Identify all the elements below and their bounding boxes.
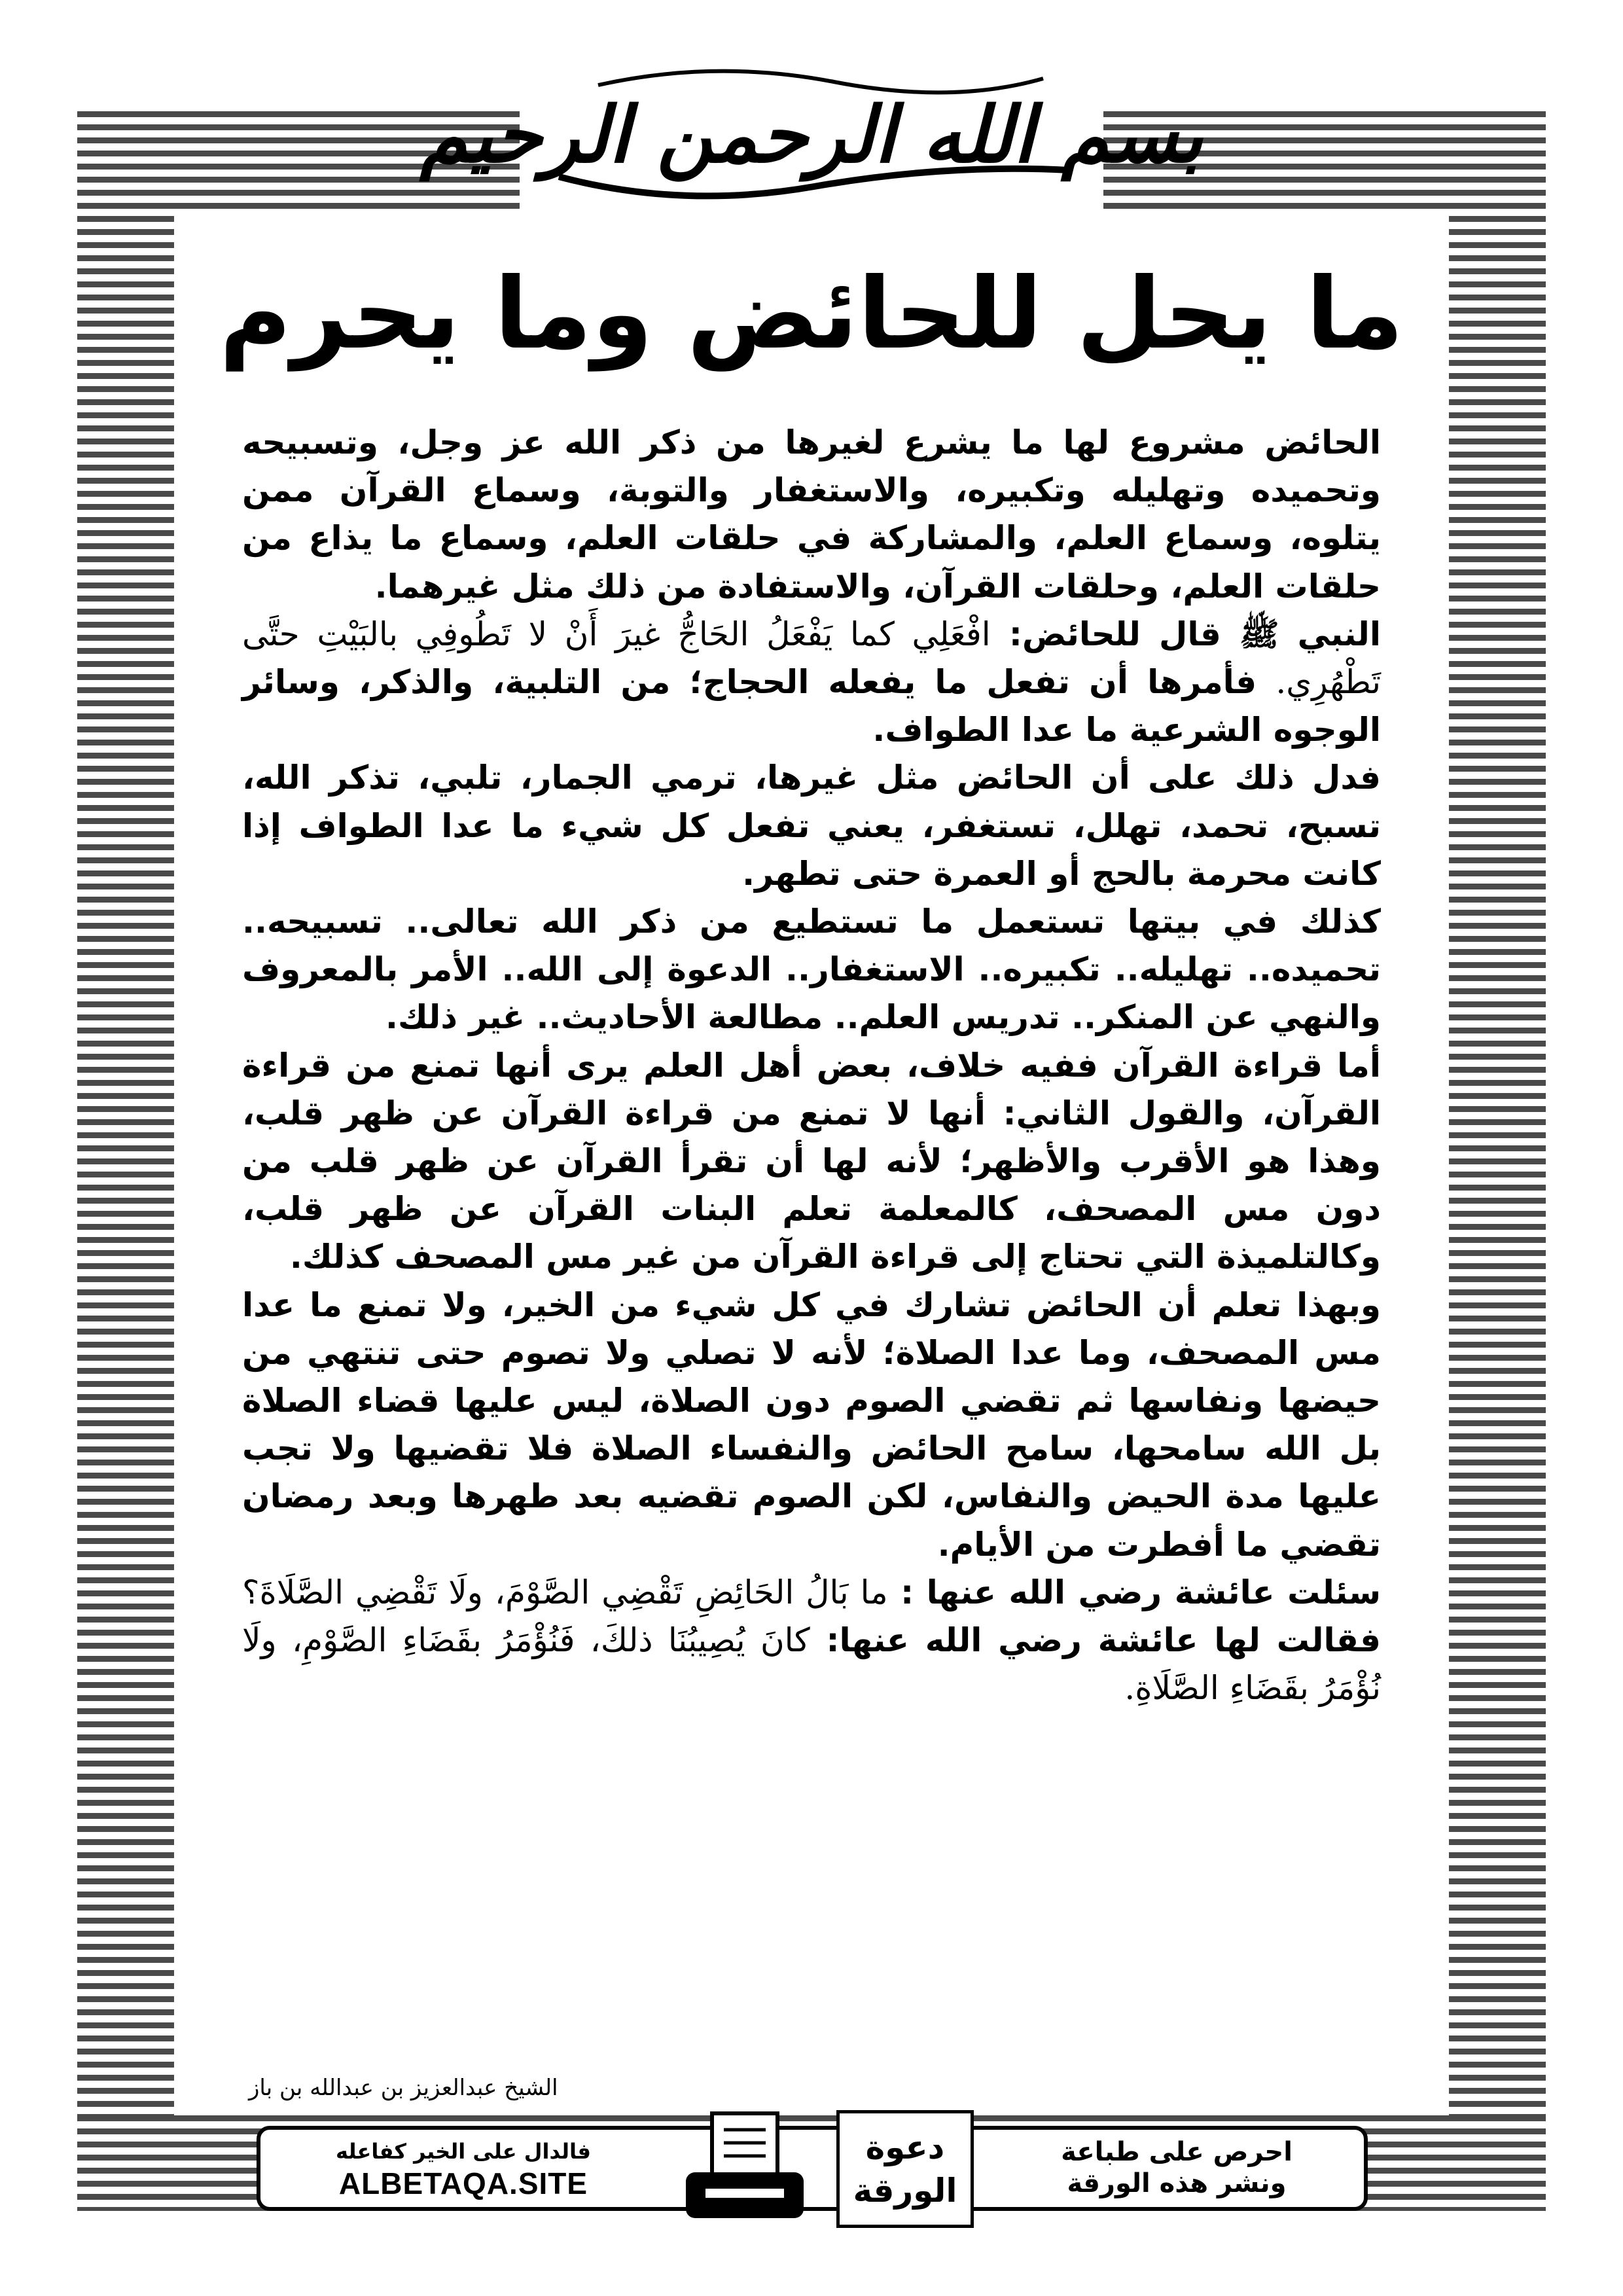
paragraph-4: كذلك في بيتها تستعمل ما تستطيع من ذكر الله تعالى.. تسبيحه.. تحميده.. تهليله.. تكبيره.. الاستغفار.. الدعوة إلى الله.. الأمر بالمعروف والنهي عن المنكر.. تدريس العلم.. مطالعة الأحاديث.. غير ذلك. (242, 903, 1381, 1037)
paragraph-2-lead: النبي ﷺ قال للحائض: (1008, 615, 1381, 653)
paragraph-5: أما قراءة القرآن ففيه خلاف، بعض أهل العلم يرى أنها تمنع من قراءة القرآن، والقول الثاني: أنها لا تمنع من قراءة القرآن عن ظهر قلب، وهذا هو الأقرب والأظهر؛ لأنه لها أن تقرأ القرآن عن ظهر قلب من دون مس المصحف، كالمعلمة تعلم البنات القرآن عن ظهر قلب، وكالتلميذة التي تحتاج إلى قراءة القرآن من غير مس المصحف كذلك. (242, 1046, 1381, 1276)
paragraph-2 (242, 611, 1381, 755)
footer-right (1013, 2136, 1340, 2199)
footer-tagline: فالدال على الخير كفاعله (336, 2139, 591, 2164)
calligraphy-flourish-icon (520, 46, 1103, 223)
decorative-border-left (77, 111, 174, 2211)
paragraph-1: الحائض مشروع لها ما يشرع لغيرها من ذكر الله عز وجل، وتسبيحه وتحميده وتهليله وتكبيره، والاستغفار والتوبة، وسماع القرآن ممن يتلوه، وسماع العلم، والمشاركة في حلقات العلم، وسماع ما يذاع من حلقات العلم، وحلقات القرآن، والاستفادة من ذلك مثل غيرهما. (242, 423, 1381, 605)
paragraph-7-tail: فقالت لها عائشة رضي الله عنها: (826, 1621, 1381, 1660)
footer-print-line-2: ونشر هذه الورقة (1067, 2168, 1287, 2198)
paragraph-2-tail: فأمرها أن تفعل ما يفعله الحجاج؛ من التلبية، والذكر، وسائر الوجوه الشرعية ما عدا الطواف. (242, 663, 1381, 749)
footer-left (280, 2136, 647, 2200)
hadith-quote-1: افْعَلِي كما يَفْعَلُ الحَاجُّ غيرَ أَنْ لا تَطُوفِي بالبَيْتِ حتَّى تَطْهُرِي. (242, 615, 1381, 702)
footer-print-line-1: احرص على طباعة (1061, 2137, 1293, 2167)
hadith-quote-3: كانَ يُصِيبُنَا ذلكَ، فَنُؤْمَرُ بقَضَاءِ الصَّوْمِ، ولَا نُؤْمَرُ بقَضَاءِ الصَّلَاةِ. (242, 1621, 1381, 1708)
decorative-border-right (1449, 111, 1546, 2211)
basmala-text: بسم الله الرحمن الرحيم (419, 88, 1204, 180)
paragraph-3: فدل ذلك على أن الحائض مثل غيرها، ترمي الجمار، تلبي، تذكر الله، تسبح، تحمد، تهلل، تستغفر، يعني تفعل كل شيء ما عدا الطواف إذا كانت محرمة بالحج أو العمرة حتى تطهر. (242, 759, 1381, 893)
website-link[interactable]: ALBETAQA.SITE (338, 2166, 588, 2200)
logo-line-2: الورقة (853, 2172, 957, 2210)
author-signature: الشيخ عبدالعزيز بن عبدالله بن باز (249, 2075, 558, 2101)
hadith-quote-2: ما بَالُ الحَائِضِ تَقْضِي الصَّوْمَ، ولَا تَقْضِي الصَّلَاةَ؟ (242, 1573, 888, 1611)
logo-line-1: دعوة (865, 2128, 945, 2166)
article-body (242, 419, 1381, 1712)
paragraph-6: وبهذا تعلم أن الحائض تشارك في كل شيء من الخير، ولا تمنع ما عدا مس المصحف، وما عدا الصلاة؛ لأنه لا تصلي ولا تصوم حتى تنتهي من حيضها ونفاسها ثم تقضي الصوم دون الصلاة، ليس عليها قضاء الصلاة بل الله سامحها، سامح الحائض والنفساء الصلاة فلا تقضيها ولا تجب عليها مدة الحيض والنفاس، لكن الصوم تقضيه بعد طهرها وبعد رمضان تقضي ما أفطرت من الأيام. (242, 1285, 1381, 1564)
footer-box (257, 2126, 1368, 2211)
dawat-alwaraqa-logo (836, 2110, 974, 2228)
basmala-calligraphy (419, 46, 1204, 223)
paragraph-7 (242, 1569, 1381, 1713)
page-title: ما يحل للحائض وما يحرم (219, 257, 1404, 371)
printer-icon (679, 2110, 810, 2228)
paragraph-7-lead: سئلت عائشة رضي الله عنها : (901, 1573, 1381, 1611)
